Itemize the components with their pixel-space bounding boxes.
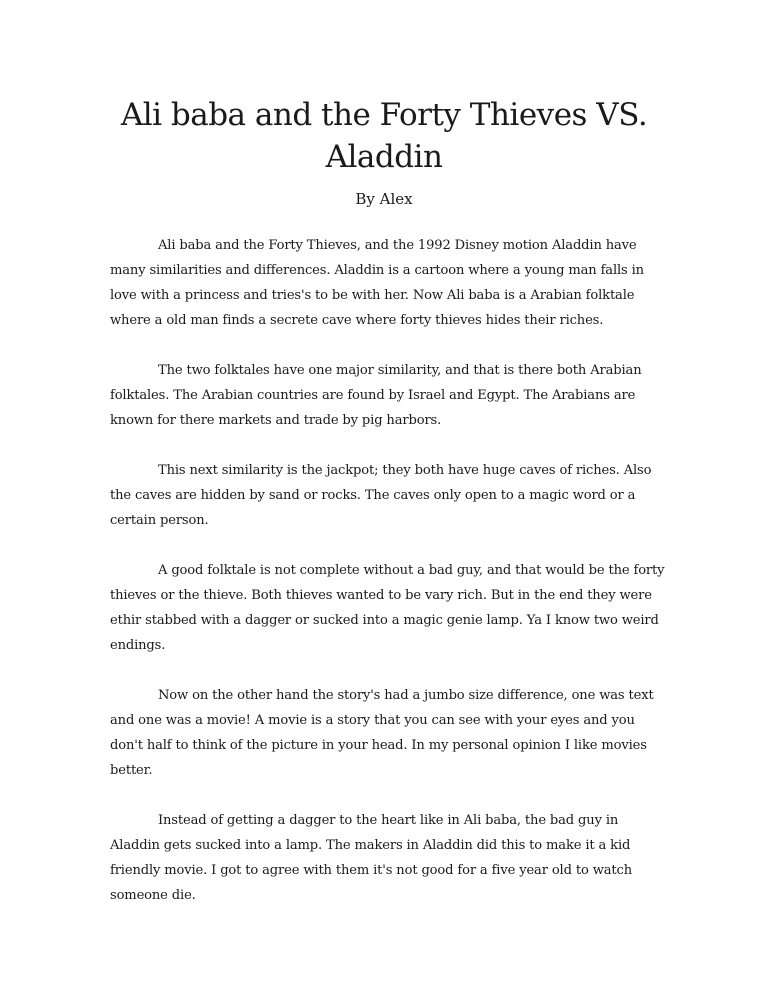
paragraph-4: A good folktale is not complete without a bad guy, and that would be the forty thieves or the thieve. Both thieves wanted to be vary rich. But in the end they were ethir stabbed with a dagger or sucked into a magic genie lamp. Ya I know two weird endings.: [110, 563, 665, 653]
paragraph-5: Now on the other hand the story's had a jumbo size difference, one was text and one was a movie! A movie is a story that you can see with your eyes and you don't half to think of the picture in your head. In my personal opinion I like movies better.: [110, 688, 654, 778]
paragraph-3: This next similarity is the jackpot; they both have huge caves of riches. Also the caves are hidden by sand or rocks. The caves only open to a magic word or a certain person.: [110, 463, 652, 528]
paragraph-2: The two folktales have one major similarity, and that is there both Arabian folktales. The Arabian countries are found by Israel and Egypt. The Arabians are known for there markets and trade by pig harbors.: [110, 363, 642, 428]
essay-body: [110, 233, 670, 908]
paragraph-6: Instead of getting a dagger to the heart like in Ali baba, the bad guy in Aladdin gets sucked into a lamp. The makers in Aladdin did this to make it a kid friendly movie. I got to agree with them it's not good for a five year old to watch someone die.: [110, 813, 632, 903]
author-byline: By Alex: [355, 190, 413, 208]
paragraph-1: Ali baba and the Forty Thieves, and the 1992 Disney motion Aladdin have many similarities and differences. Aladdin is a cartoon where a young man falls in love with a princess and tries's to be with her. Now Ali baba is a Arabian folktale where a old man finds a secrete cave where forty thieves hides their riches.: [110, 238, 644, 328]
page-title-line-2: Aladdin: [325, 139, 443, 175]
page-title-line-1: Ali baba and the Forty Thieves VS.: [120, 97, 648, 133]
